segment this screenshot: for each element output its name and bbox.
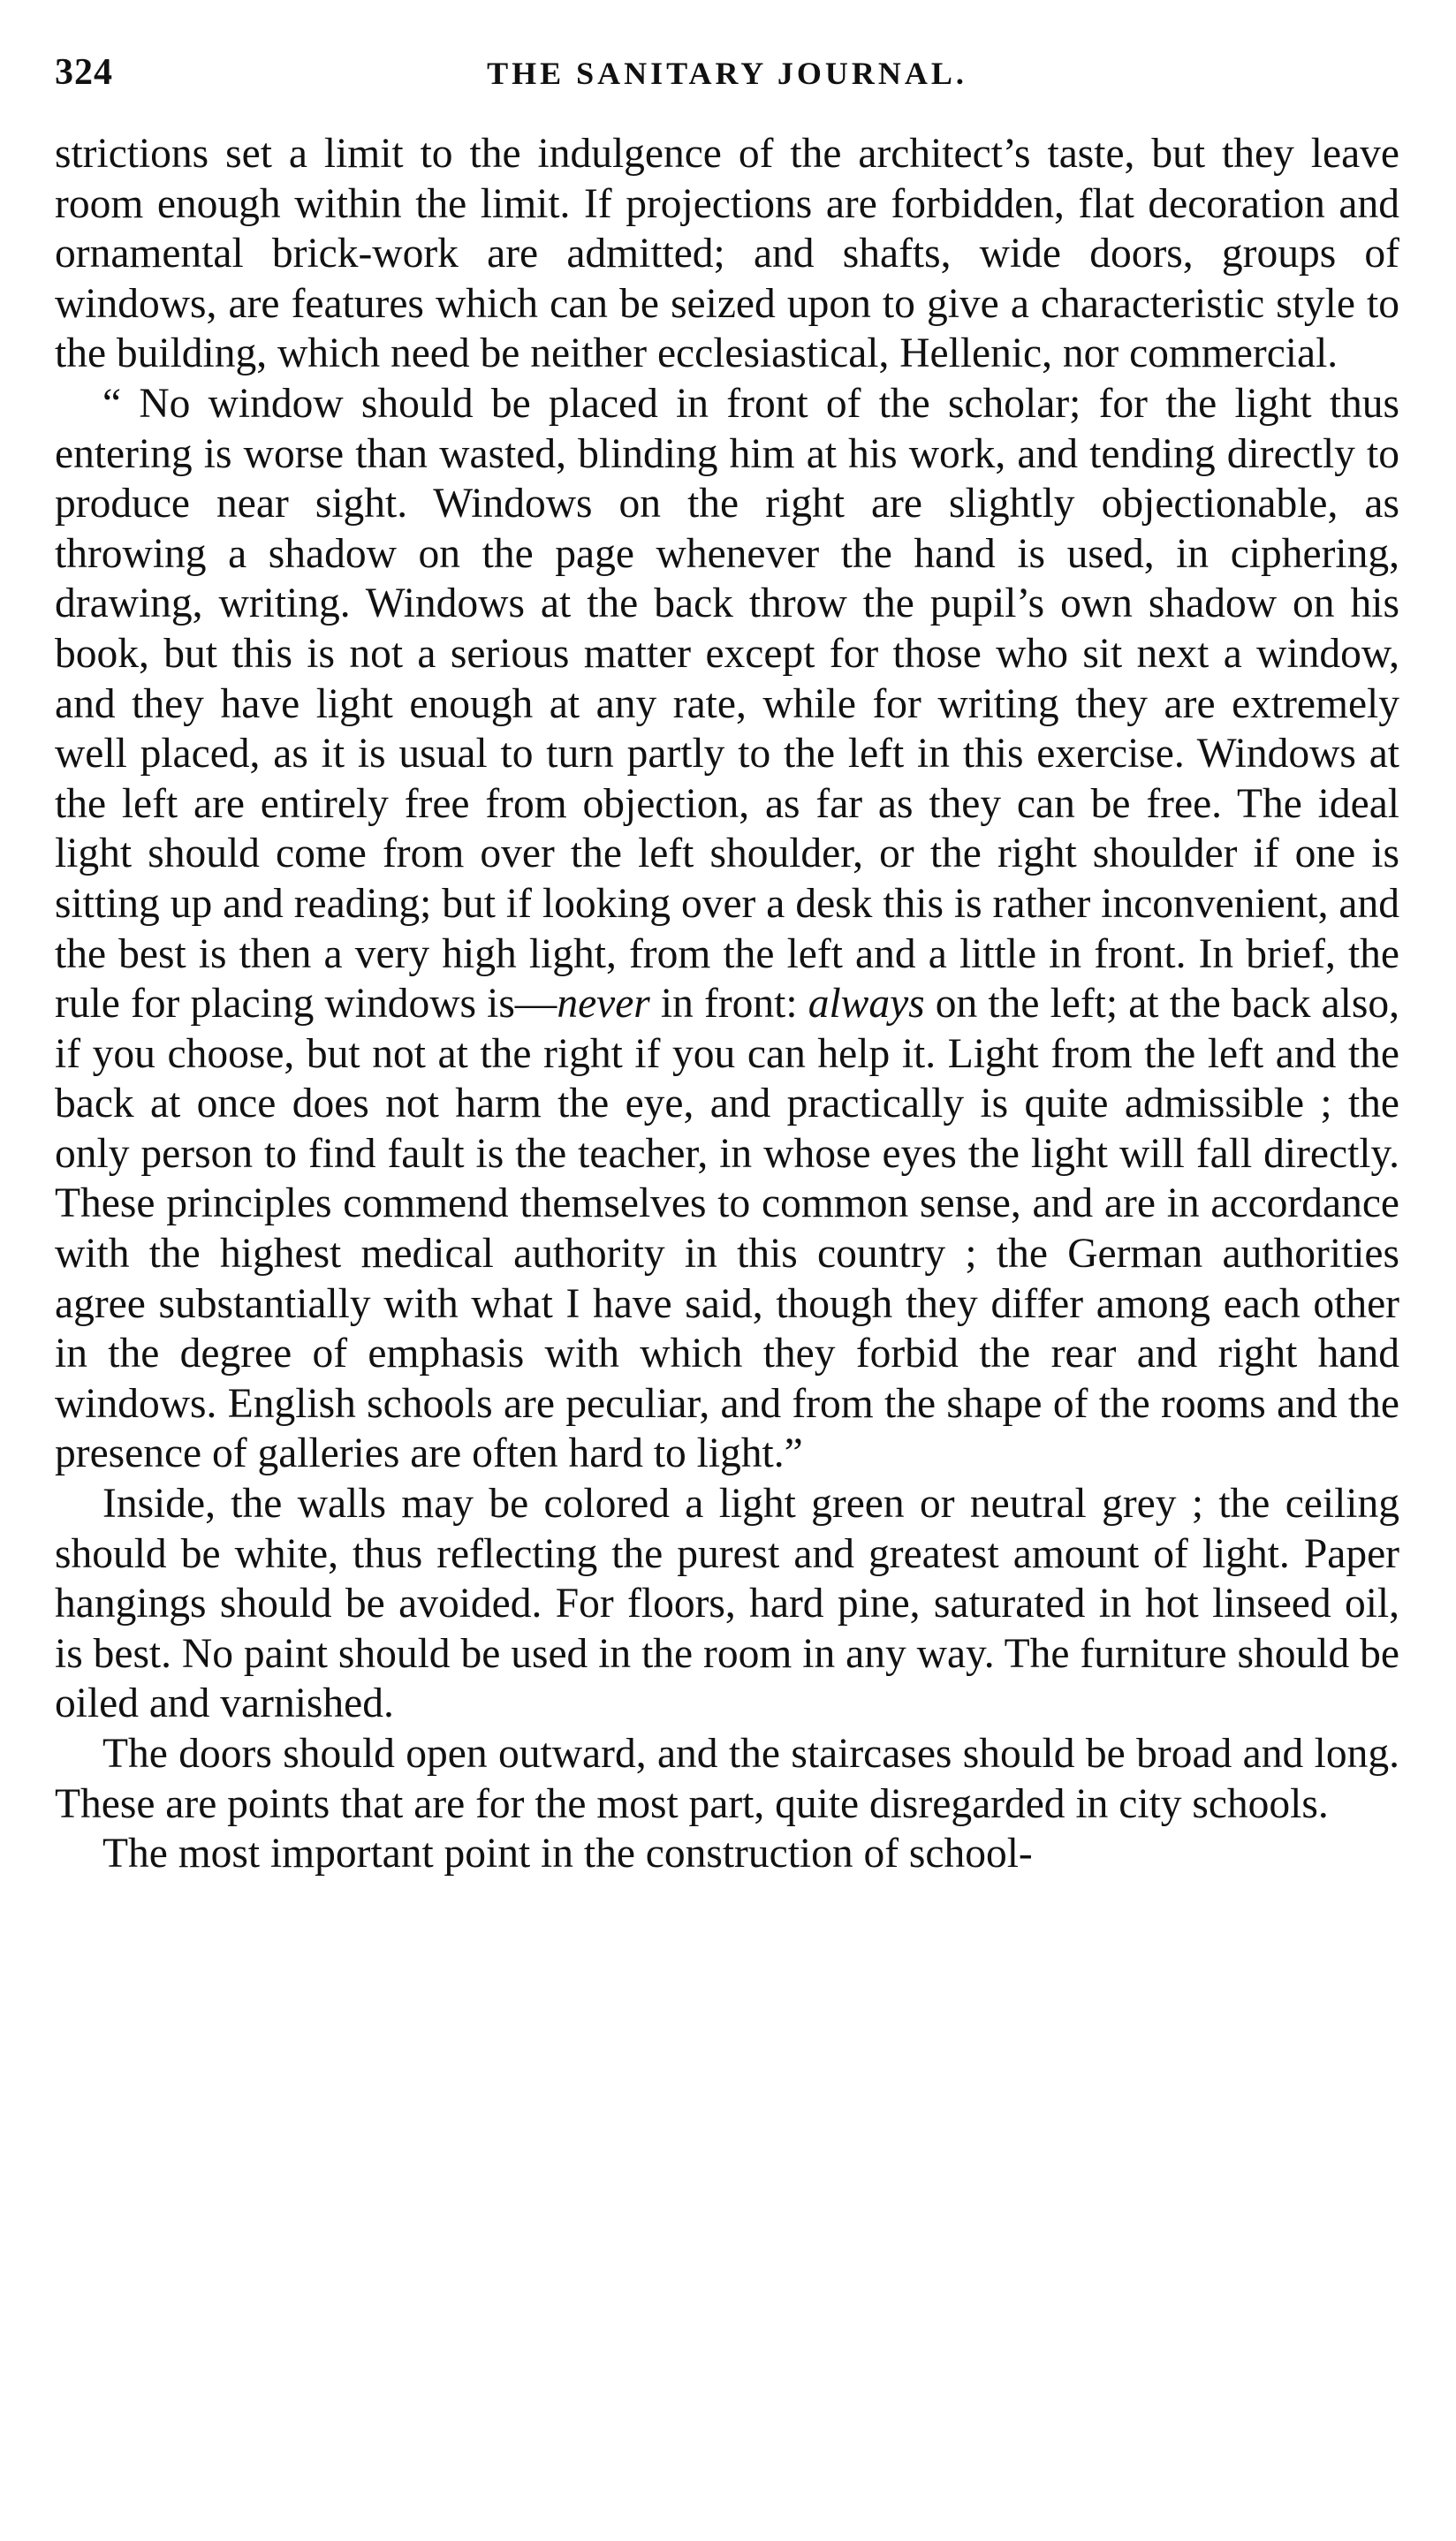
page-number: 324 [55, 52, 113, 93]
italic-text: always [808, 981, 925, 1028]
paragraph [55, 379, 1399, 1479]
paragraph-text: The most important point in the construction of school- [102, 1831, 1033, 1877]
italic-text: never [557, 981, 650, 1028]
running-head: THE SANITARY JOURNAL. [487, 56, 967, 91]
page-header [55, 35, 1399, 102]
paragraph-text: Inside, the walls may be colored a light green or neutral grey ; the ceiling should be white, thus reflecting the purest and greatest amount of light. Paper hangings should be avoided. For floors, hard pine, saturated in hot linseed oil, is best. No paint should be used in the room in any way. The furniture should be oiled and varnished. [55, 1481, 1399, 1727]
book-page [55, 35, 1399, 1879]
paragraph [55, 1829, 1399, 1879]
paragraph-text: in front: [649, 981, 808, 1028]
paragraph-text: strictions set a limit to the indulgence of the architect’s taste, but they leave room enough within the limit. If projections are forbidden, flat decoration and ornamental brick-work are admitted; and shafts, wide doors, groups of windows, are features which can be seized upon to give a characteristic style to the building, which need be neither ecclesiastical, Hellenic, nor commercial. [55, 131, 1399, 377]
paragraph-text: The doors should open outward, and the staircases should be broad and long. These are points that are for the most part, quite disregarded in city schools. [55, 1731, 1399, 1827]
body-text [55, 129, 1399, 1879]
paragraph [55, 1729, 1399, 1829]
paragraph [55, 129, 1399, 379]
paragraph-text: on the left; at the back also, if you choose, but not at the right if you can help it. Light from the left and the back at once does not harm the eye, and practically is quite admissible ; the only person to find fault is the teacher, in whose eyes the light will fall directly. These principles commend themselves to common sense, and are in accordance with the highest medical authority in this country ; the German authorities agree substantially with what I have said, though they differ among each other in the degree of emphasis with which they forbid the rear and right hand windows. English schools are peculiar, and from the shape of the rooms and the presence of galleries are often hard to light.” [55, 981, 1399, 1477]
paragraph [55, 1479, 1399, 1729]
paragraph-text: “ No window should be placed in front of the scholar; for the light thus entering is worse than wasted, blinding him at his work, and tending directly to produce near sight. Windows on the right are slightly objectionable, as throwing a shadow on the page whenever the hand is used, in ciphering, drawing, writing. Windows at the back throw the pupil’s own shadow on his book, but this is not a serious matter except for those who sit next a window, and they have light enough at any rate, while for writing they are extremely well placed, as it is usual to turn partly to the left in this exercise. Windows at the left are entirely free from objection, as far as they can be free. The ideal light should come from over the left shoulder, or the right shoulder if one is sitting up and reading; but if looking over a desk this is rather inconvenient, and the best is then a very high light, from the left and a little in front. In brief, the rule for placing windows is— [55, 380, 1399, 1028]
